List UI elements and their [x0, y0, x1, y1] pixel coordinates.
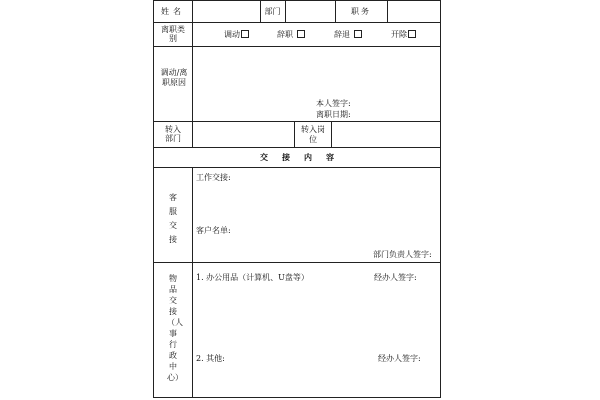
column-divider: [192, 167, 193, 398]
goods-handover-label: 物品交接（人事行政中心）: [167, 274, 183, 382]
row-divider: [154, 262, 440, 263]
reason-label: 调动/离职原因: [160, 68, 188, 87]
transfer-dept-field[interactable]: [194, 123, 292, 145]
category-option-expel[interactable]: [391, 30, 416, 40]
row-divider: [154, 121, 440, 122]
form-table: [153, 0, 441, 398]
category-label: 离职类别: [161, 25, 185, 43]
work-handover-field[interactable]: [244, 171, 438, 211]
other-items-field[interactable]: [196, 367, 438, 395]
category-option-resign[interactable]: [277, 30, 305, 40]
checkbox-icon[interactable]: [241, 30, 249, 38]
customer-list-label: 客户名单:: [196, 226, 231, 235]
option-label: 辞职: [277, 30, 293, 39]
customer-service-label: 客服交接: [169, 193, 177, 244]
category-option-dismiss[interactable]: [334, 30, 362, 40]
dept-field[interactable]: [287, 3, 333, 20]
signature-label: 本人签字:: [316, 99, 351, 108]
row-divider: [154, 147, 440, 148]
transfer-position-label: 转入岗位: [301, 125, 325, 144]
column-divider: [387, 1, 388, 22]
row-divider: [154, 22, 440, 23]
transfer-position-field[interactable]: [333, 123, 438, 145]
leave-date-label: 离职日期:: [316, 110, 351, 119]
customer-list-field[interactable]: [244, 216, 438, 244]
other-items-sign-label: 经办人签字:: [378, 354, 421, 363]
option-label: 辞退: [334, 30, 350, 39]
checkbox-icon[interactable]: [354, 30, 362, 38]
transfer-dept-label: 转入部门: [165, 125, 181, 143]
column-divider: [331, 121, 332, 147]
handover-title: 交接内容: [260, 152, 348, 162]
name-field[interactable]: [194, 3, 258, 20]
column-divider: [285, 1, 286, 22]
column-divider: [192, 1, 193, 147]
option-label: 开除: [391, 30, 407, 39]
row-divider: [154, 167, 440, 168]
office-supplies-sign-label: 经办人签字:: [374, 273, 417, 282]
column-divider: [294, 121, 295, 147]
reason-field[interactable]: [194, 48, 438, 94]
office-supplies-label: 1. 办公用品（计算机、U盘等）: [196, 273, 309, 282]
dept-head-signature-label: 部门负责人签字:: [373, 250, 432, 259]
position-label: 职务: [351, 7, 371, 16]
resignation-handover-form: [153, 0, 443, 399]
position-field[interactable]: [389, 3, 439, 20]
name-label: 姓名: [161, 7, 185, 16]
office-supplies-field[interactable]: [196, 286, 438, 346]
row-divider: [154, 46, 440, 47]
other-items-label: 2. 其他:: [196, 354, 225, 363]
checkbox-icon[interactable]: [408, 30, 416, 38]
work-handover-label: 工作交接:: [196, 173, 231, 182]
checkbox-icon[interactable]: [297, 30, 305, 38]
option-label: 调动: [224, 30, 240, 39]
category-option-transfer[interactable]: [224, 30, 249, 40]
dept-label: 部门: [264, 7, 281, 16]
